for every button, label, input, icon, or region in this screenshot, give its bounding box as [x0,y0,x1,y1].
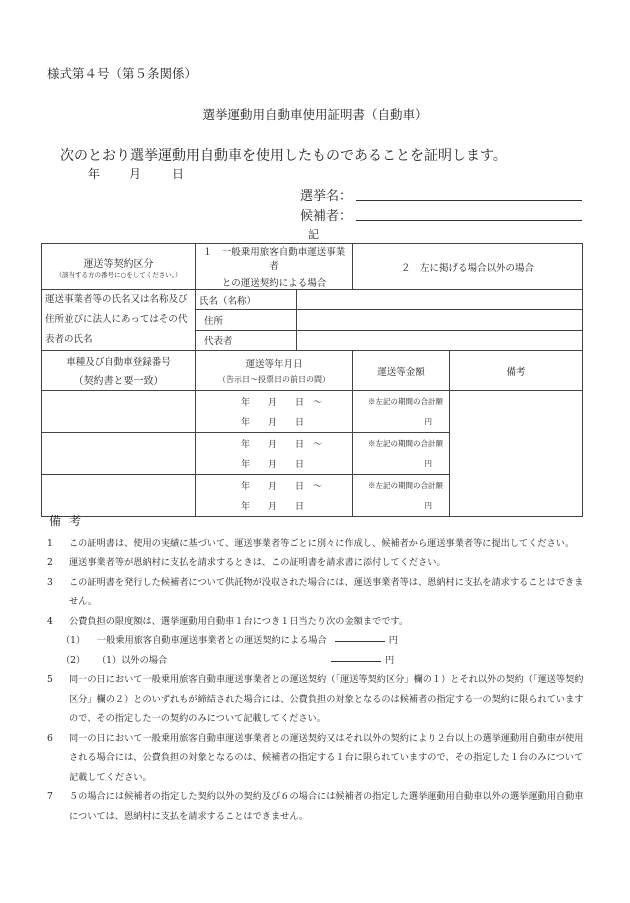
candidate-label: 候補者： [300,209,353,224]
note-item [41,612,591,632]
rep-field[interactable] [297,330,583,350]
note-number: 4 [47,615,53,627]
document-title: 選挙運動用自動車使用証明書（自動車） [202,107,428,122]
limit-text: 一般乗用旅客自動車運送事業者との運送契約による場合 [97,635,327,646]
carrier-label: 運送事業者等の氏名又は名称及び住所並びに法人にあってはその代表者の氏名 [45,294,188,345]
amount-note: ※左記の期間の合計額 [368,481,444,490]
vehicle-field[interactable] [42,391,196,433]
election-name-label: 選挙名： [300,189,353,204]
amount-field[interactable] [353,391,450,433]
contract-type-cell [42,244,196,290]
period-note: （告示日～投票日の前日の間） [218,375,330,384]
note-item [41,573,591,612]
amount-field[interactable] [353,433,450,475]
limit-amount-field[interactable] [335,631,385,642]
period-field[interactable] [196,391,353,433]
amount-header: 運送等金額 [353,351,450,391]
date-line [88,165,184,182]
limit-text: （1）以外の場合 [97,654,168,666]
contract-option-1[interactable] [196,244,353,290]
note-number: 3 [47,576,53,588]
option1-line2: との運送契約による場合 [221,278,327,289]
note-text: この証明書は、使用の実績に基づいて、運送事業者等ごとに別々に作成し、候補者から運送事業者等に提出してください。 [69,537,575,549]
date-month: 月 [129,167,142,181]
limit-yen: 円 [388,635,398,646]
amount-note: ※左記の期間の合計額 [368,397,444,406]
note-text: ５の場合には候補者の指定した契約以外の契約及び６の場合には候補者の指定した選挙運動用自動車以外の選挙運動用自動車については、恩納村に支払を請求することはできません。 [69,791,584,822]
candidate-field[interactable] [356,220,582,221]
period-from: 年 月 日 ～ [241,440,323,450]
period-to: 年 月 日 [241,502,305,512]
address-label: 住所 [196,310,297,330]
date-year: 年 [88,167,101,181]
rep-label: 代表者 [196,330,297,350]
period-from: 年 月 日 ～ [241,482,323,492]
limit-yen: 円 [385,654,395,666]
name-label: 氏名（名称） [196,290,297,310]
note-text: 運送事業者等が恩納村に支払を請求するときは、この証明書を請求書に添付してください。 [69,557,446,568]
table-row [42,391,583,433]
note-text: 公費負担の限度額は、選挙運動用自動車１台につき１日当たり次の金額までです。 [69,615,409,627]
vehicle-note: （契約書と要一致） [73,376,164,387]
note-item [41,670,591,729]
limit-number: （1） [61,635,86,646]
period-header [196,351,353,391]
note-text: この証明書を発行した候補者について供託物が没収された場合には、運送事業者等は、恩納村に支払を請求することはできません。 [69,576,584,607]
contract-type-label: 運送等契約区分 [83,258,154,270]
note-number: 7 [47,791,53,802]
yen-label: 円 [424,501,433,510]
amount-note: ※左記の期間の合計額 [368,439,444,448]
period-field[interactable] [196,475,353,517]
yen-label: 円 [424,417,433,426]
limit-number: （2） [61,654,86,666]
certification-statement: 次のとおり選挙運動用自動車を使用したものであることを証明します。 [60,148,507,164]
vehicle-field[interactable] [42,433,196,475]
election-name-field[interactable] [356,200,582,201]
notes-section [41,512,591,826]
note-item [41,534,591,554]
address-field[interactable] [297,310,583,330]
form-number: 様式第４号（第５条関係） [47,66,198,81]
certificate-table [41,243,583,517]
remarks-field[interactable] [450,391,583,517]
contract-option-2[interactable] [353,244,583,290]
ki-marker: 記 [308,228,319,241]
limit-item [41,651,591,671]
note-item [41,729,591,788]
note-text: 同一の日において一般乗用旅客自動車運送事業者との運送契約（「運送等契約区分」欄の１）とそれ以外の契約（「運送等契約区分」欄の２）とのいずれもが締結された場合には、公費負担の対象となるのは候補者の指定する一の契約に限られていますので、その指定した一の契約のみについて記載してください。 [69,674,584,724]
note-item [41,787,591,826]
option2-label: ２ 左に掲げる場合以外の場合 [401,262,535,274]
note-text: 同一の日において一般乗用旅客自動車運送事業者との運送契約又はそれ以外の契約により２台以上の選挙運動用自動車が使用される場合には、公費負担の対象となるのは、候補者の指定する１台に限られていますので、その指定した１台のみについて記載してください。 [69,732,584,783]
vehicle-field[interactable] [42,475,196,517]
period-field[interactable] [196,433,353,475]
note-number: 5 [47,674,53,685]
date-day: 日 [172,167,185,181]
vehicle-header [42,351,196,391]
name-field[interactable] [297,290,583,310]
yen-label: 円 [424,459,433,468]
limit-item [41,631,591,651]
note-number: 6 [47,732,53,744]
option1-line1: １ 一般乗用旅客自動車運送事業者 [202,247,346,272]
note-number: 2 [47,557,53,568]
period-label: 運送等年月日 [245,359,303,370]
period-to: 年 月 日 [241,418,305,428]
period-from: 年 月 日 ～ [241,398,323,408]
note-item [41,553,591,573]
notes-heading: 備考 [49,514,90,528]
note-number: 1 [47,537,53,549]
vehicle-label: 車種及び自動車登録番号 [66,357,171,368]
carrier-label-cell [42,290,196,351]
contract-type-note: （該当する方の番号に○をしてください。） [55,270,182,279]
remarks-header: 備考 [450,351,583,391]
amount-field[interactable] [353,475,450,517]
limit-amount-field[interactable] [331,651,381,662]
period-to: 年 月 日 [241,460,305,470]
